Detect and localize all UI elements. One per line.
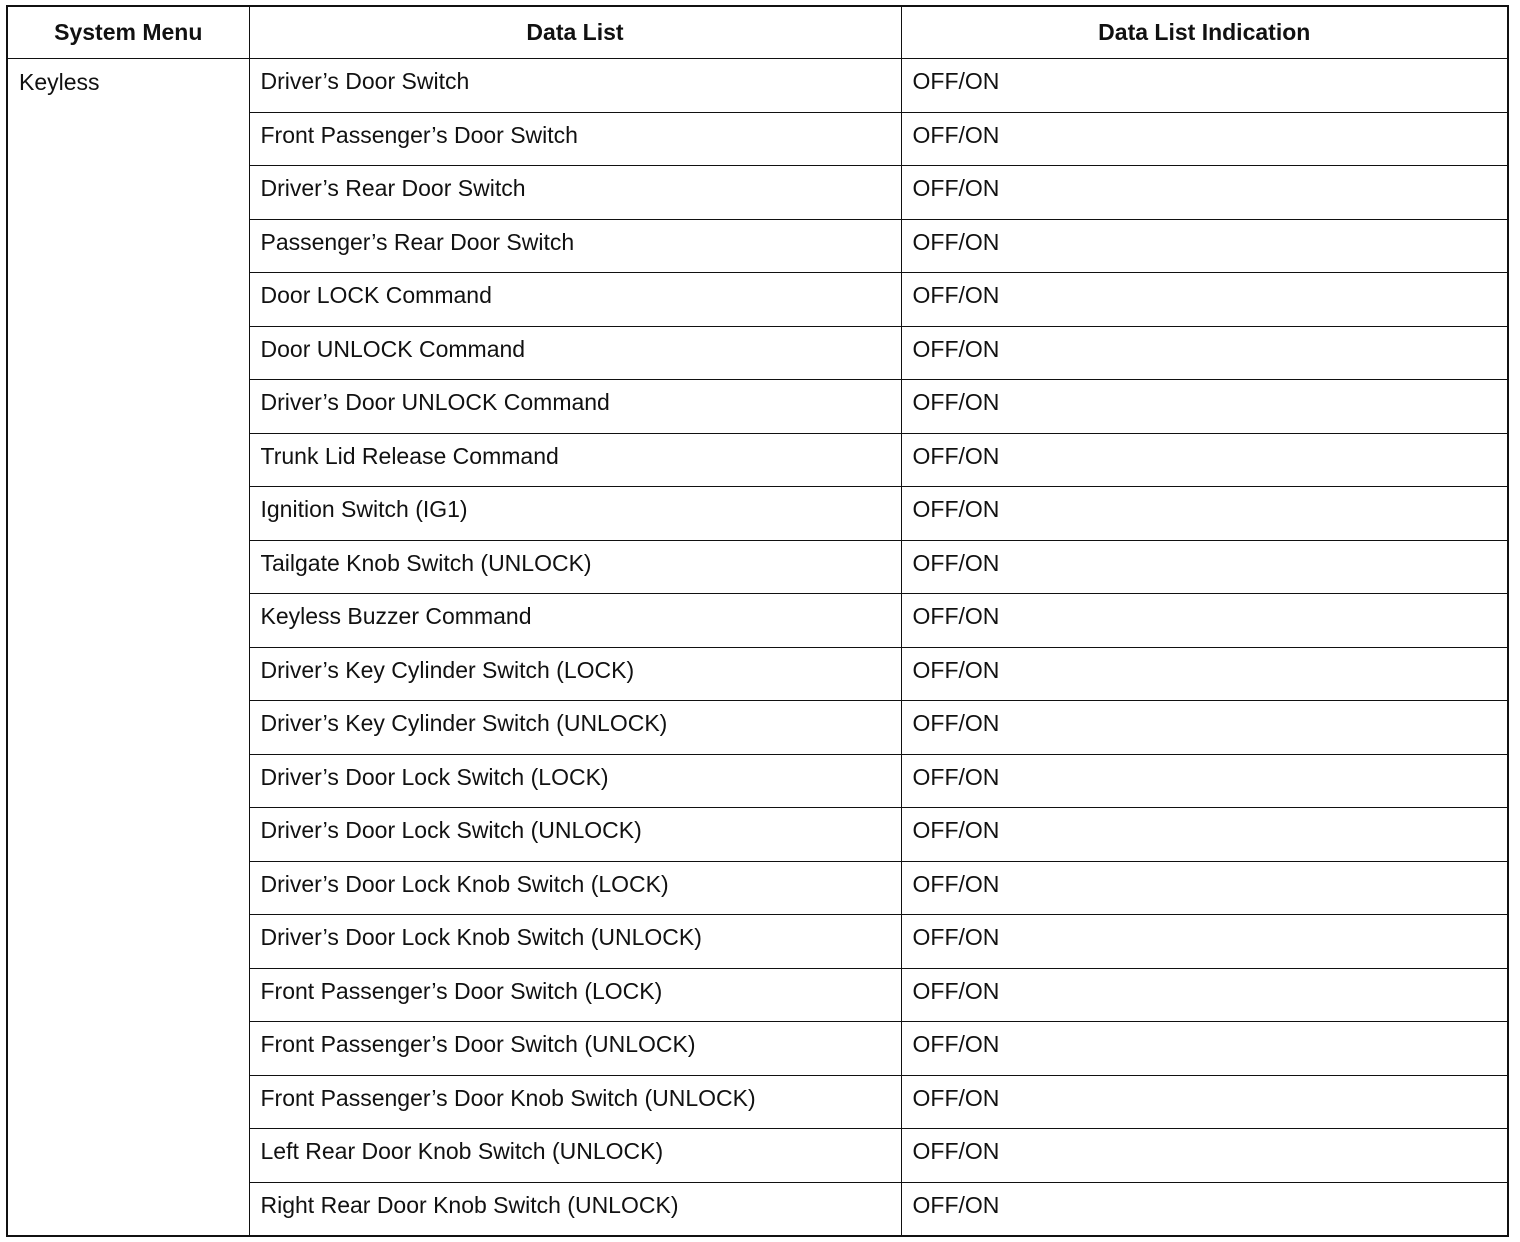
- data-list-indication-cell: OFF/ON: [901, 59, 1508, 113]
- data-list-indication-cell: OFF/ON: [901, 808, 1508, 862]
- data-list-item-cell: Driver’s Door Lock Knob Switch (LOCK): [249, 861, 901, 915]
- data-list-indication-cell: OFF/ON: [901, 273, 1508, 327]
- data-list-indication-cell: OFF/ON: [901, 968, 1508, 1022]
- data-list-item-cell: Front Passenger’s Door Switch (UNLOCK): [249, 1022, 901, 1076]
- data-list-indication-cell: OFF/ON: [901, 112, 1508, 166]
- data-list-item-cell: Driver’s Door Switch: [249, 59, 901, 113]
- data-list-indication-cell: OFF/ON: [901, 326, 1508, 380]
- data-list-item-cell: Driver’s Key Cylinder Switch (LOCK): [249, 647, 901, 701]
- data-list-item-cell: Door UNLOCK Command: [249, 326, 901, 380]
- data-list-indication-cell: OFF/ON: [901, 701, 1508, 755]
- header-data-list: Data List: [249, 6, 901, 59]
- header-row: [7, 6, 1508, 59]
- data-list-item-cell: Ignition Switch (IG1): [249, 487, 901, 541]
- data-list-item-cell: Right Rear Door Knob Switch (UNLOCK): [249, 1182, 901, 1236]
- data-list-item-cell: Driver’s Rear Door Switch: [249, 166, 901, 220]
- table-header: [7, 6, 1508, 59]
- data-list-indication-cell: OFF/ON: [901, 1129, 1508, 1183]
- data-list-indication-cell: OFF/ON: [901, 1075, 1508, 1129]
- data-list-item-cell: Front Passenger’s Door Switch (LOCK): [249, 968, 901, 1022]
- data-list-item-cell: Driver’s Door Lock Switch (LOCK): [249, 754, 901, 808]
- data-list-item-cell: Trunk Lid Release Command: [249, 433, 901, 487]
- data-list-indication-cell: OFF/ON: [901, 754, 1508, 808]
- data-list-indication-cell: OFF/ON: [901, 433, 1508, 487]
- system-menu-cell: Keyless: [7, 59, 249, 1237]
- data-list-item-cell: Driver’s Door Lock Switch (UNLOCK): [249, 808, 901, 862]
- data-list-indication-cell: OFF/ON: [901, 861, 1508, 915]
- table-row: [7, 59, 1508, 113]
- data-list-indication-cell: OFF/ON: [901, 594, 1508, 648]
- data-list-item-cell: Left Rear Door Knob Switch (UNLOCK): [249, 1129, 901, 1183]
- data-list-indication-cell: OFF/ON: [901, 219, 1508, 273]
- data-list-item-cell: Driver’s Door Lock Knob Switch (UNLOCK): [249, 915, 901, 969]
- data-list-indication-cell: OFF/ON: [901, 1022, 1508, 1076]
- data-list-indication-cell: OFF/ON: [901, 487, 1508, 541]
- data-list-table: [6, 5, 1509, 1237]
- data-list-item-cell: Driver’s Door UNLOCK Command: [249, 380, 901, 434]
- data-list-indication-cell: OFF/ON: [901, 380, 1508, 434]
- data-list-item-cell: Tailgate Knob Switch (UNLOCK): [249, 540, 901, 594]
- data-list-item-cell: Front Passenger’s Door Switch: [249, 112, 901, 166]
- data-list-item-cell: Passenger’s Rear Door Switch: [249, 219, 901, 273]
- data-list-item-cell: Door LOCK Command: [249, 273, 901, 327]
- data-list-indication-cell: OFF/ON: [901, 540, 1508, 594]
- data-list-item-cell: Front Passenger’s Door Knob Switch (UNLOCK): [249, 1075, 901, 1129]
- data-list-indication-cell: OFF/ON: [901, 647, 1508, 701]
- header-system-menu: System Menu: [7, 6, 249, 59]
- data-list-item-cell: Driver’s Key Cylinder Switch (UNLOCK): [249, 701, 901, 755]
- table-body: [7, 59, 1508, 1237]
- data-list-indication-cell: OFF/ON: [901, 1182, 1508, 1236]
- header-data-list-indication: Data List Indication: [901, 6, 1508, 59]
- data-list-indication-cell: OFF/ON: [901, 915, 1508, 969]
- data-list-item-cell: Keyless Buzzer Command: [249, 594, 901, 648]
- data-list-indication-cell: OFF/ON: [901, 166, 1508, 220]
